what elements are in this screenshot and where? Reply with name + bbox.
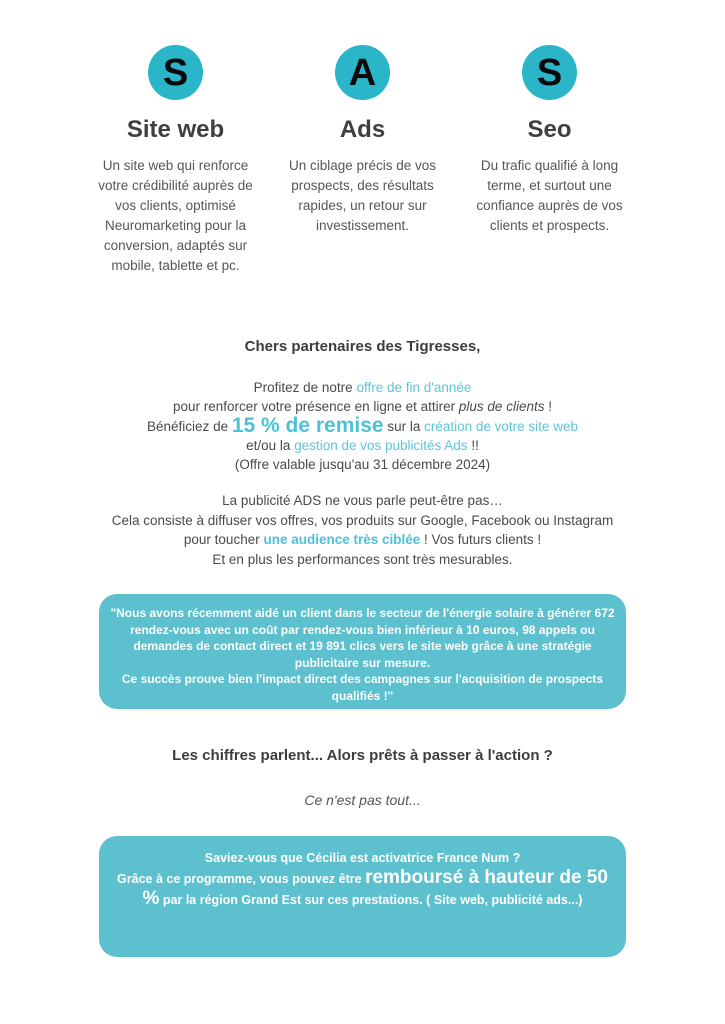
service-description: Du trafic qualifié à long terme, et surtout une confiance auprès de vos clients et prospects.: [476, 158, 623, 233]
france-num-line-1: Saviez-vous que Cécilia est activatrice France Num ?: [204, 851, 521, 865]
promo-text: !: [544, 399, 552, 414]
discount-highlight: 15 % de remise: [231, 414, 384, 437]
france-num-line-2: [109, 868, 616, 910]
france-num-box: [99, 836, 626, 957]
service-description: Un site web qui renforce votre crédibilité auprès de vos clients, optimisé Neuromarketing pour la conversion, adaptés sur mobile, tablette et pc.: [98, 158, 253, 273]
service-initial: S: [536, 51, 563, 94]
promo-text: sur la: [383, 419, 425, 434]
promo-text: et/ou la: [246, 438, 295, 453]
numbers-line: Les chiffres parlent... Alors prêts à passer à l'action ?: [172, 747, 553, 764]
promo-block: [0, 378, 725, 474]
promo-text: Profitez de notre: [253, 380, 357, 395]
service-initial: S: [162, 51, 189, 94]
promo-line-1: [0, 378, 725, 397]
audience-highlight: une audience très ciblée: [263, 532, 421, 547]
ads-info-text: pour toucher: [183, 532, 264, 547]
ads-info-line-2: Cela consiste à diffuser vos offres, vos produits sur Google, Facebook ou Instagram: [111, 512, 614, 528]
promo-text: pour renforcer votre présence en ligne et attirer: [173, 399, 459, 414]
promo-line-3: [0, 416, 725, 436]
ads-management-link[interactable]: gestion de vos publicités Ads: [294, 438, 468, 453]
ads-info-text: ! Vos futurs clients !: [420, 532, 542, 547]
main-message: [0, 338, 725, 957]
greeting: Chers partenaires des Tigresses,: [244, 338, 481, 355]
promo-text: !!: [467, 438, 479, 453]
ads-info-block: [0, 491, 725, 569]
service-title: Seo: [527, 116, 572, 143]
offer-link[interactable]: offre de fin d'année: [356, 380, 472, 395]
ads-info-line-1: La publicité ADS ne vous parle peut-être pas…: [222, 493, 503, 508]
offer-validity: (Offre valable jusqu'au 31 décembre 2024): [234, 457, 491, 472]
france-num-text: par la région Grand Est sur ces prestations. ( Site web, publicité ads...): [159, 893, 583, 907]
refund-highlight: remboursé à hauteur de 50 %: [142, 867, 608, 909]
services-row: [0, 0, 725, 276]
testimonial-part-2: Ce succès prouve bien l'impact direct des campagnes sur l'acquisition de prospects qualifiés !": [121, 672, 604, 703]
service-initial: A: [348, 51, 377, 94]
promo-line-4: [0, 436, 725, 455]
ads-initial-badge-icon: [335, 45, 390, 100]
site-web-initial-badge-icon: [148, 45, 203, 100]
testimonial-part-1: "Nous avons récemment aidé un client dans le secteur de l'énergie solaire à générer 672 rendez-vous avec un coût par rendez-vous bien inférieur à 10 euros, 98 appels ou demandes de contact direct et 19 891 clics vers le site web grâce à une stratégie publicitaire sur mesure.: [110, 606, 615, 670]
service-card-ads: [269, 45, 456, 276]
website-creation-link[interactable]: création de votre site web: [424, 419, 578, 434]
service-card-site-web: [82, 45, 269, 276]
ads-info-line-3: [0, 530, 725, 550]
seo-initial-badge-icon: [522, 45, 577, 100]
teaser-line: Ce n'est pas tout...: [304, 792, 421, 808]
service-title: Ads: [339, 116, 386, 143]
service-description: Un ciblage précis de vos prospects, des résultats rapides, un retour sur investissement.: [288, 158, 437, 233]
france-num-text: Grâce à ce programme, vous pouvez être: [117, 872, 366, 886]
ads-info-line-4: Et en plus les performances sont très mesurables.: [212, 551, 513, 567]
service-title: Site web: [126, 116, 225, 143]
service-card-seo: [456, 45, 643, 276]
clients-emphasis: plus de clients: [458, 399, 545, 414]
promo-text: Bénéficiez de: [147, 419, 232, 434]
testimonial-box: [99, 594, 626, 709]
